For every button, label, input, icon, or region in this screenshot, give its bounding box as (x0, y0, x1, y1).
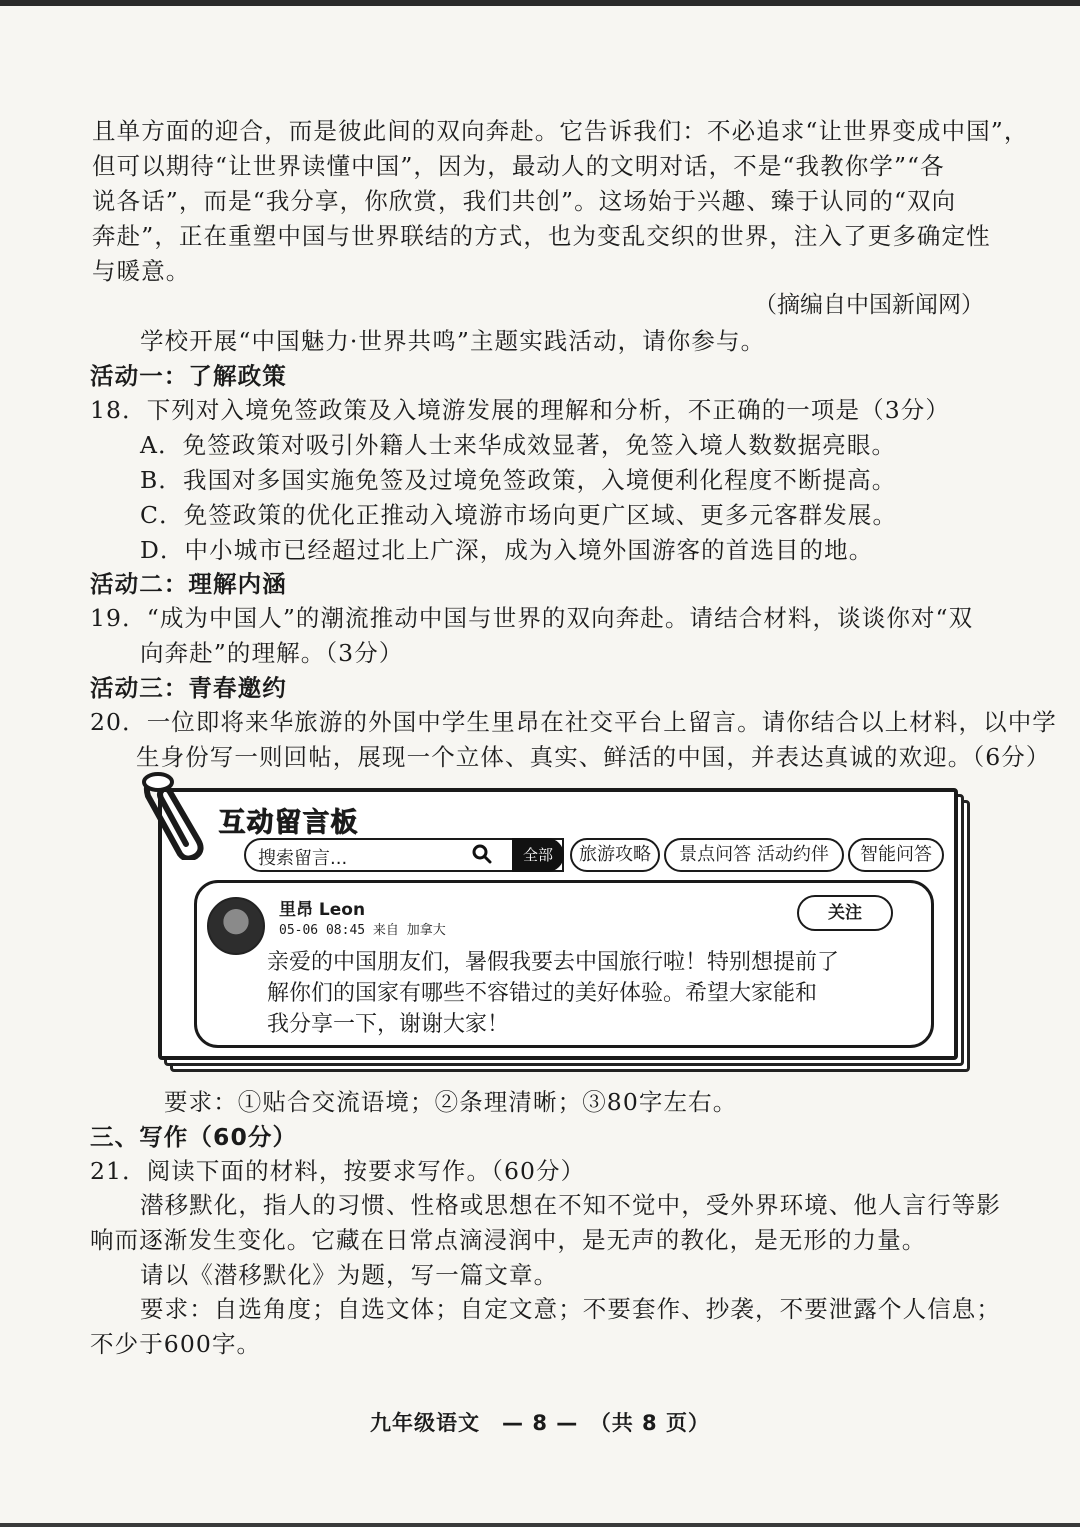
material-line-1: 潜移默化，指人的习惯、性格或思想在不知不觉中，受外界环境、他人言行等影 (140, 1191, 1001, 1219)
passage-line-5: 与暖意。 (92, 257, 191, 285)
message-board-illustration (140, 770, 972, 1080)
passage-line-1: 且单方面的迎合，而是彼此间的双向奔赴。它告诉我们：不必追求“让世界变成中国”， (92, 117, 1029, 145)
question-18: 18．下列对入境免签政策及入境游发展的理解和分析，不正确的一项是（3分） (90, 396, 950, 424)
material-line-2: 响而逐渐发生变化。它藏在日常点滴浸润中，是无声的教化，是无形的力量。 (90, 1226, 927, 1254)
question-20-line2: 生身份写一则回帖，展现一个立体、真实、鲜活的中国，并表达真诚的欢迎。（6分） (136, 743, 1051, 771)
follow-button[interactable]: 关注 (797, 895, 893, 931)
page-footer: 九年级语文 — 8 — （共 8 页） (370, 1411, 710, 1435)
requirement-20: 要求：①贴合交流语境；②条理清晰；③80字左右。 (164, 1088, 738, 1116)
question-19-line1: 19．“成为中国人”的潮流推动中国与世界的双向奔赴。请结合材料，谈谈你对“双 (90, 604, 974, 632)
writing-prompt: 请以《潜移默化》为题，写一篇文章。 (140, 1261, 559, 1289)
avatar (207, 897, 265, 955)
search-icon[interactable] (472, 844, 492, 864)
activity2-title: 活动二：理解内涵 (90, 570, 287, 598)
tab-smart-qa[interactable]: 智能问答 (848, 838, 944, 872)
post-message-line: 解你们的国家有哪些不容错过的美好体验。希望大家能和 (267, 981, 818, 1006)
question-20-line1: 20．一位即将来华旅游的外国中学生里昂在社交平台上留言。请你结合以上材料，以中学 (90, 708, 1057, 736)
post-meta: 05-06 08:45 来自 加拿大 (279, 923, 446, 938)
passage-line-3: 说各话”，而是“我分享，你欣赏，我们共创”。这场始于兴趣、臻于认同的“双向 (92, 187, 957, 215)
bottom-border (0, 1523, 1080, 1527)
option-b: B．我国对多国实施免签及过境免签政策，入境便利化程度不断提高。 (140, 466, 897, 494)
paperclip-icon (140, 770, 220, 860)
question-21: 21．阅读下面的材料，按要求写作。（60分） (90, 1157, 586, 1185)
activity1-title: 活动一：了解政策 (90, 362, 287, 390)
message-post (194, 880, 934, 1048)
tab-all[interactable]: 全部 (512, 838, 564, 872)
tab-travel-guide[interactable]: 旅游攻略 (570, 838, 660, 872)
option-d: D．中小城市已经超过北上广深，成为入境外国游客的首选目的地。 (140, 536, 874, 564)
board-title: 互动留言板 (218, 807, 358, 838)
question-19-line2: 向奔赴”的理解。（3分） (140, 639, 404, 667)
writing-requirement-line2: 不少于600字。 (90, 1330, 262, 1358)
writing-requirement-line1: 要求：自选角度；自选文体；自定文意；不要套作、抄袭，不要泄露个人信息； (140, 1295, 1001, 1323)
source-citation: （摘编自中国新闻网） (754, 292, 984, 318)
passage-line-2: 但可以期待“让世界读懂中国”，因为，最动人的文明对话，不是“我教你学”“各 (92, 152, 945, 180)
writing-section-title: 三、写作（60分） (90, 1123, 298, 1151)
activity3-title: 活动三：青春邀约 (90, 674, 287, 702)
search-placeholder: 搜索留言... (258, 848, 348, 869)
option-c: C．免签政策的优化正推动入境游市场向更广区域、更多元客群发展。 (140, 501, 898, 529)
post-message-line: 亲爱的中国朋友们，暑假我要去中国旅行啦！特别想提前了 (267, 950, 840, 975)
activity-intro: 学校开展“中国魅力·世界共鸣”主题实践活动，请你参与。 (140, 327, 766, 355)
passage-line-4: 奔赴”，正在重塑中国与世界联结的方式，也为变乱交织的世界，注入了更多确定性 (92, 222, 991, 250)
post-message (267, 947, 839, 1040)
top-border (0, 0, 1080, 6)
option-a: A．免签政策对吸引外籍人士来华成效显著，免签入境人数数据亮眼。 (140, 431, 897, 459)
tab-spots-activities[interactable]: 景点问答 活动约伴 (664, 838, 844, 872)
post-username: 里昂 Leon (279, 900, 366, 920)
post-message-line: 我分享一下，谢谢大家！ (267, 1012, 510, 1037)
